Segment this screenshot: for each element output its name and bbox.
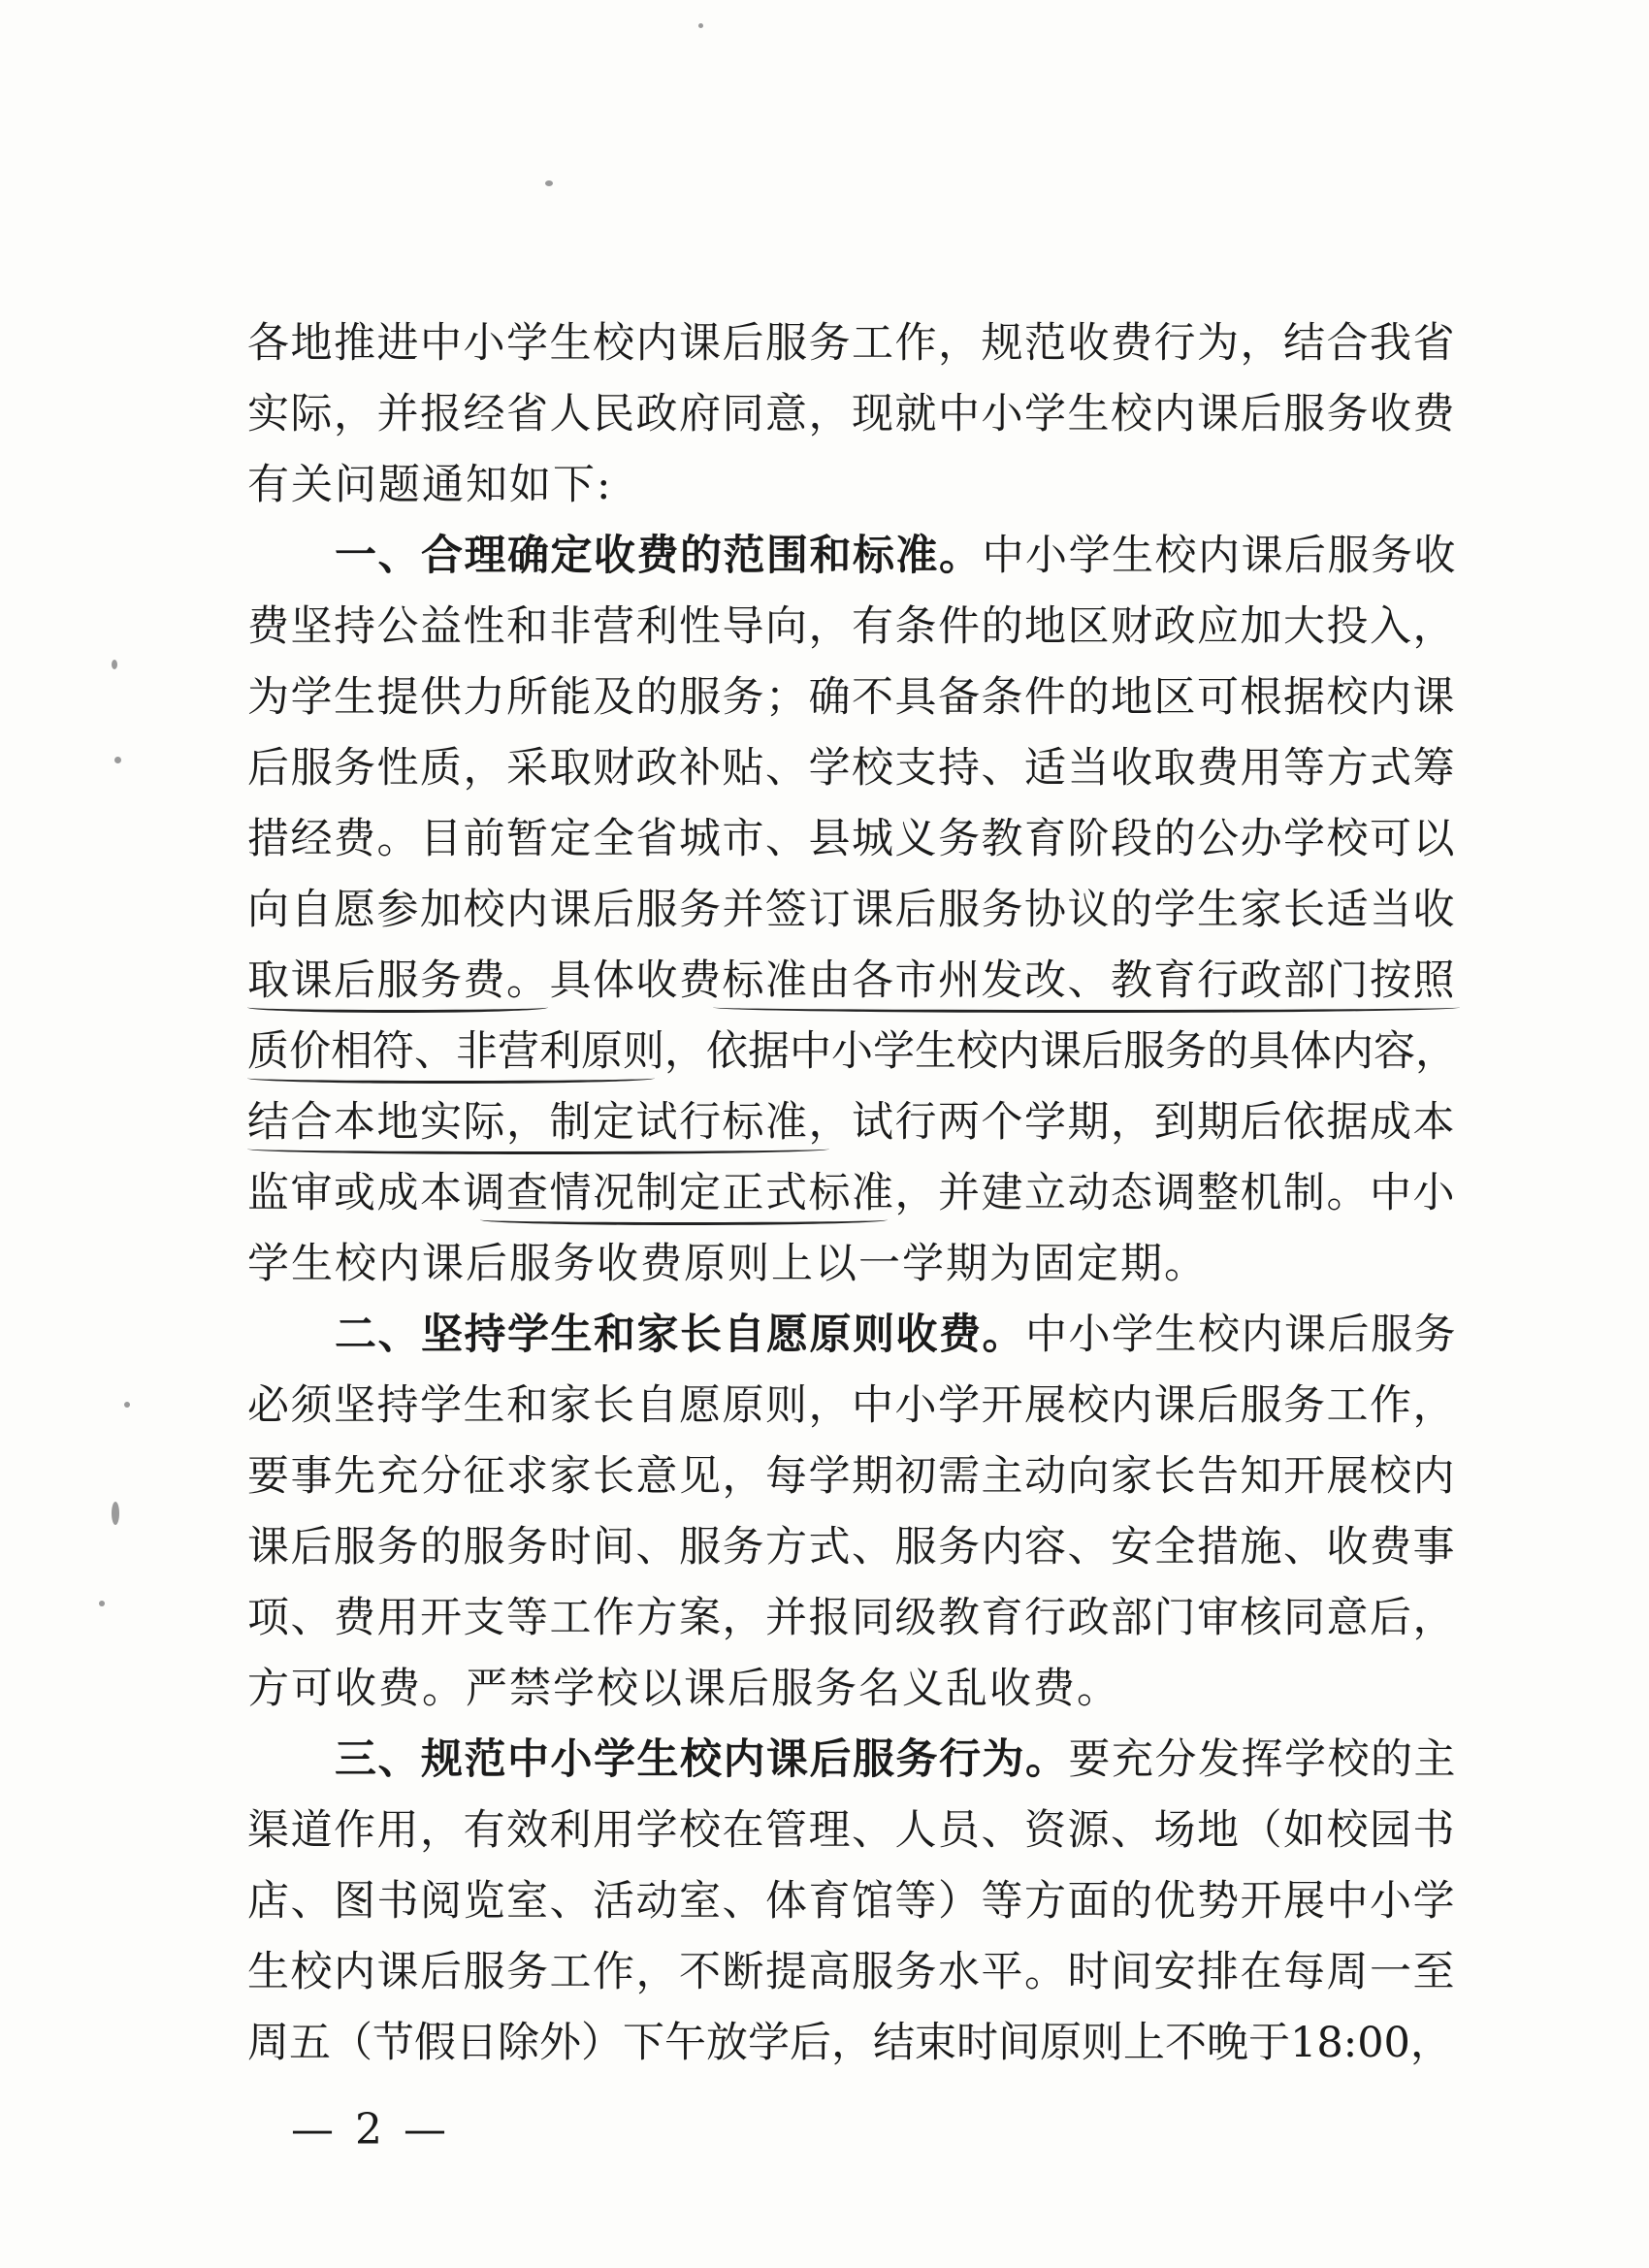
scan-speck — [698, 23, 703, 28]
handwritten-underline — [713, 1002, 1460, 1013]
line-text: 课后服务的服务时间、服务方式、服务内容、安全措施、收费事 — [247, 1523, 1456, 1571]
text-line — [247, 875, 1460, 946]
line-text: 中小学生校内课后服务收 — [982, 532, 1457, 580]
section-2-heading: 二、坚持学生和家长自愿原则收费。 — [335, 1311, 1025, 1359]
line-text: 各地推进中小学生校内课后服务工作，规范收费行为，结合我省 — [247, 319, 1456, 368]
text-line — [247, 1654, 1460, 1725]
scan-speck — [124, 1402, 130, 1408]
line-text: 后服务性质，采取财政补贴、学校支持、适当收取费用等方式筹 — [247, 744, 1456, 793]
scan-speck — [114, 757, 121, 763]
text-line — [247, 1866, 1460, 1937]
text-line — [247, 946, 1460, 1017]
text-line — [247, 663, 1460, 733]
line-text: 项、费用开支等工作方案，并报同级教育行政部门审核同意后， — [247, 1594, 1456, 1642]
text-line — [247, 2008, 1460, 2079]
scan-speck — [112, 660, 117, 669]
line-text: 质价相符、非营利原则，依据中小学生校内课后服务的具体内容， — [247, 1027, 1457, 1076]
line-text: 方可收费。严禁学校以课后服务名义乱收费。 — [247, 1665, 1120, 1713]
text-line — [247, 1512, 1460, 1583]
text-line — [247, 450, 1460, 521]
line-text: 为学生提供力所能及的服务；确不具备条件的地区可根据校内课 — [247, 673, 1456, 722]
text-line — [247, 1158, 1460, 1229]
text-line — [247, 1087, 1460, 1158]
text-line — [247, 804, 1460, 875]
text-line — [247, 592, 1460, 663]
text-line — [247, 308, 1460, 379]
text-line — [247, 1371, 1460, 1442]
text-line — [247, 1583, 1460, 1654]
handwritten-underline — [247, 1002, 548, 1013]
text-line — [247, 1937, 1460, 2008]
page-number: — 2 — — [291, 2105, 450, 2155]
section-3-heading-line — [247, 1725, 1460, 1796]
section-1-heading: 一、合理确定收费的范围和标准。 — [335, 532, 983, 580]
line-text: 监审或成本调查情况制定正式标准，并建立动态调整机制。中小 — [247, 1169, 1456, 1217]
text-line — [247, 1442, 1460, 1512]
line-text: 向自愿参加校内课后服务并签订课后服务协议的学生家长适当收 — [247, 886, 1456, 934]
line-text: 费坚持公益性和非营利性导向，有条件的地区财政应加大投入， — [247, 602, 1456, 651]
section-2-heading-line — [247, 1300, 1460, 1371]
scan-speck — [99, 1601, 105, 1606]
body-text — [247, 308, 1460, 2079]
scan-speck — [545, 180, 553, 186]
line-text: 措经费。目前暂定全省城市、县城义务教育阶段的公办学校可以 — [247, 815, 1456, 863]
line-text: 取课后服务费。具体收费标准由各市州发改、教育行政部门按照 — [247, 956, 1456, 1005]
text-line — [247, 379, 1460, 450]
line-text: 店、图书阅览室、活动室、体育馆等）等方面的优势开展中小学 — [247, 1877, 1456, 1926]
text-line — [247, 1796, 1460, 1866]
line-text: 必须坚持学生和家长自愿原则，中小学开展校内课后服务工作， — [247, 1381, 1456, 1430]
text-line — [247, 1017, 1460, 1087]
text-line — [247, 1229, 1460, 1300]
section-1-heading-line — [247, 521, 1460, 592]
text-line — [247, 733, 1460, 804]
line-text: 学生校内课后服务收费原则上以一学期为固定期。 — [247, 1240, 1208, 1288]
line-text: 中小学生校内课后服务 — [1025, 1311, 1457, 1359]
handwritten-underline — [247, 1073, 655, 1084]
handwritten-underline — [480, 1215, 888, 1225]
line-text: 有关问题通知如下: — [247, 461, 613, 509]
line-text: 渠道作用，有效利用学校在管理、人员、资源、场地（如校园书 — [247, 1806, 1456, 1855]
line-text: 周五（节假日除外）下午放学后，结束时间原则上不晚于18:00， — [247, 2019, 1452, 2067]
handwritten-underline — [247, 1144, 829, 1154]
section-3-heading: 三、规范中小学生校内课后服务行为。 — [335, 1735, 1069, 1784]
line-text: 实际，并报经省人民政府同意，现就中小学生校内课后服务收费 — [247, 390, 1456, 438]
line-text: 结合本地实际，制定试行标准，试行两个学期，到期后依据成本 — [247, 1098, 1456, 1147]
line-text: 要充分发挥学校的主 — [1068, 1735, 1457, 1784]
line-text: 生校内课后服务工作，不断提高服务水平。时间安排在每周一至 — [247, 1948, 1456, 1996]
scan-speck — [112, 1502, 119, 1525]
line-text: 要事先充分征求家长意见，每学期初需主动向家长告知开展校内 — [247, 1452, 1456, 1501]
